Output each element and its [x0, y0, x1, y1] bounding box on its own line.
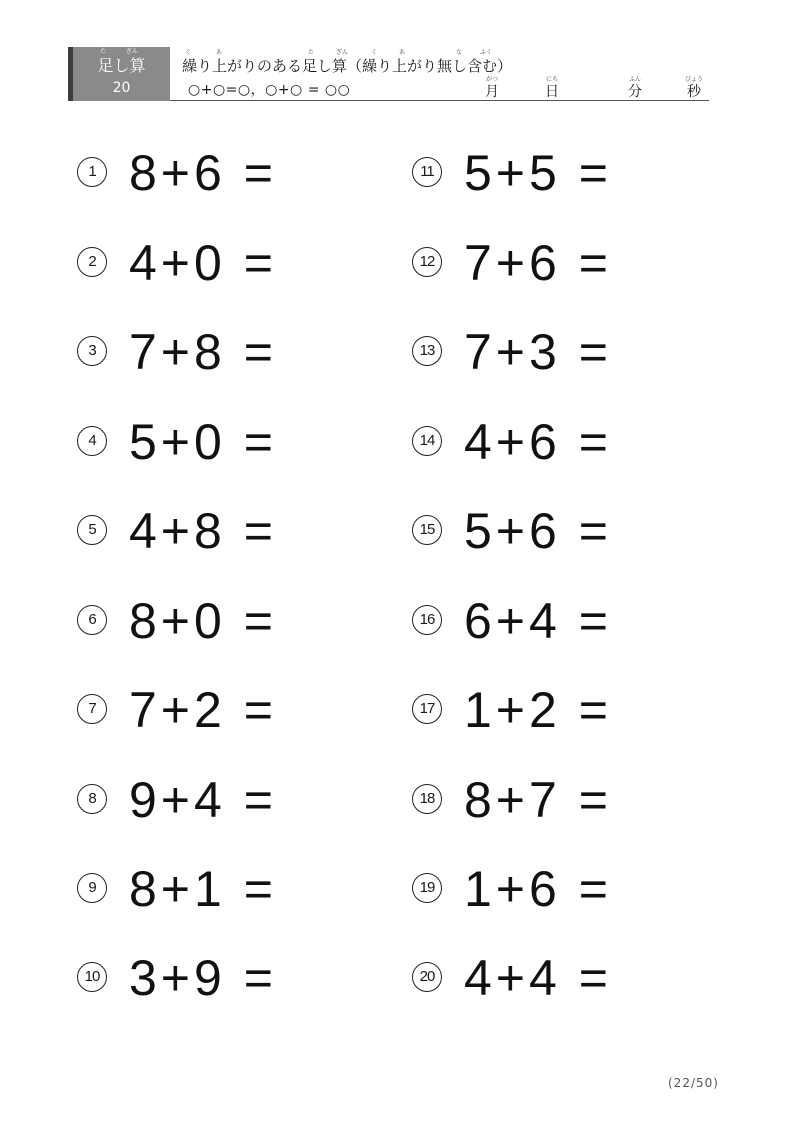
title-ruby: ふく: [480, 49, 493, 56]
problem-number: 5: [77, 515, 107, 545]
second-label: 秒: [687, 84, 701, 100]
header-underline: [170, 100, 709, 101]
problem-number: 12: [412, 247, 442, 277]
problem-number: 19: [412, 873, 442, 903]
minute-label: 分: [628, 84, 642, 100]
month-label: 月: [485, 84, 499, 100]
problem-expression: 7+2 =: [129, 682, 277, 738]
problem-expression: 1+2 =: [464, 682, 612, 738]
tab-ruby-zan: ざん: [126, 48, 139, 55]
title-ruby: あ: [399, 49, 406, 56]
tab-title: 足し算: [97, 56, 146, 75]
worksheet-header: [68, 47, 709, 101]
problem-expression: 5+0 =: [129, 414, 277, 470]
second-ruby: びょう: [685, 76, 704, 83]
problem-number: 15: [412, 515, 442, 545]
problem-number: 2: [77, 247, 107, 277]
problem-expression: 9+4 =: [129, 772, 277, 828]
problem-number: 9: [77, 873, 107, 903]
problem-expression: 8+6 =: [129, 145, 277, 201]
problem-expression: 8+0 =: [129, 593, 277, 649]
problem-number: 16: [412, 605, 442, 635]
problem-expression: 5+6 =: [464, 503, 612, 559]
page-indicator: (22/50): [668, 1076, 719, 1090]
problem-number: 10: [77, 962, 107, 992]
problem-number: 1: [77, 157, 107, 187]
problem-number: 18: [412, 784, 442, 814]
problem-expression: 8+1 =: [129, 861, 277, 917]
title-ruby: く: [185, 49, 192, 56]
problem-expression: 7+6 =: [464, 235, 612, 291]
worksheet-subtitle: ○+○=○，○+○ = ○○: [188, 82, 351, 98]
problem-expression: 3+9 =: [129, 950, 277, 1006]
title-ruby: あ: [216, 49, 223, 56]
problem-expression: 6+4 =: [464, 593, 612, 649]
problem-expression: 1+6 =: [464, 861, 612, 917]
problem-number: 4: [77, 426, 107, 456]
problem-expression: 7+8 =: [129, 324, 277, 380]
title-ruby: ざん: [336, 49, 349, 56]
problem-number: 13: [412, 336, 442, 366]
title-ruby: た: [308, 49, 315, 56]
problem-expression: 5+5 =: [464, 145, 612, 201]
problem-expression: 4+8 =: [129, 503, 277, 559]
minute-ruby: ふん: [629, 76, 642, 83]
problem-expression: 4+6 =: [464, 414, 612, 470]
tab-number: 20: [112, 80, 131, 96]
problem-expression: 4+0 =: [129, 235, 277, 291]
day-ruby: にち: [546, 76, 559, 83]
problem-number: 14: [412, 426, 442, 456]
problem-number: 11: [412, 157, 442, 187]
problem-number: 7: [77, 694, 107, 724]
problem-expression: 7+3 =: [464, 324, 612, 380]
problem-number: 8: [77, 784, 107, 814]
month-ruby: がつ: [486, 76, 499, 83]
title-ruby: く: [371, 49, 378, 56]
problem-number: 3: [77, 336, 107, 366]
section-tab: [68, 47, 170, 101]
problem-number: 20: [412, 962, 442, 992]
title-ruby: な: [456, 49, 463, 56]
worksheet-title: 繰り上がりのある足し算（繰り上がり無し含む）: [182, 57, 513, 75]
problem-number: 17: [412, 694, 442, 724]
problem-expression: 4+4 =: [464, 950, 612, 1006]
tab-ruby-ta: た: [100, 48, 107, 55]
problem-number: 6: [77, 605, 107, 635]
day-label: 日: [545, 84, 559, 100]
problem-expression: 8+7 =: [464, 772, 612, 828]
